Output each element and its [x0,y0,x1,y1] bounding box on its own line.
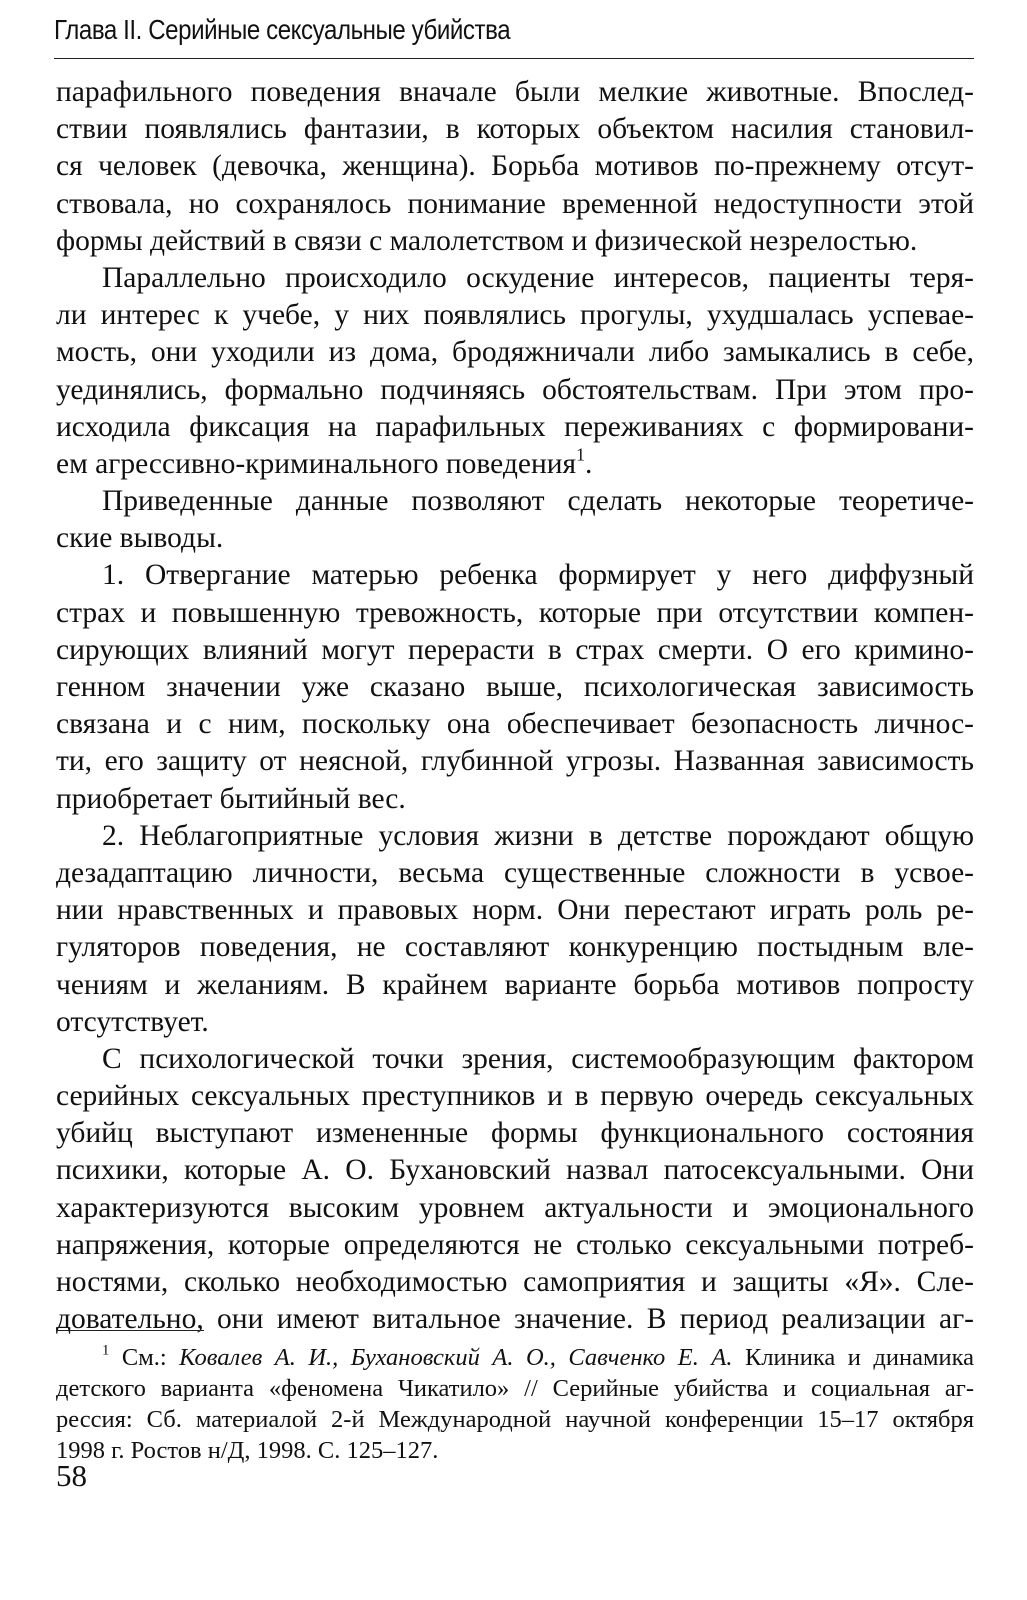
header-rule [54,58,974,59]
body-line-text: ем агрессивно-криминального поведения [56,447,577,480]
footnote-line: детского варианта «феномена Чикатило» // Серийные убийства и социальная аг- [56,1375,974,1402]
body-line-with-footnote-ref [56,446,974,483]
body-line: чениям и желаниям. В крайнем варианте борьба мотивов попросту [56,968,974,1001]
body-line: связана и с ним, поскольку она обеспечивает безопасность личнос- [56,708,974,741]
footnote-reference: 1 [576,444,585,465]
footnote [56,1342,974,1466]
page-number: 58 [56,1458,87,1493]
body-line: парафильного поведения вначале были мелкие животные. Впослед- [56,76,974,108]
body-line: уединялись, формально подчиняясь обстоятельствам. При этом про- [56,373,974,406]
body-line: ствовала, но сохранялось понимание временной недоступности этой [56,187,974,220]
body-line: довательно, они имеют витальное значение. В период реализации аг- [56,1303,974,1336]
body-line: гуляторов поведения, не составляют конкуренцию постыдным вле- [56,931,974,964]
body-line: генном значении уже сказано выше, психологическая зависимость [56,671,974,703]
body-line: напряжения, которые определяются не столько сексуальными потреб- [56,1228,974,1261]
footnote-line: 1998 г. Ростов н/Д, 1998. С. 125–127. [56,1437,439,1464]
body-line: Приведенные данные позволяют сделать некоторые теоретиче- [102,485,974,518]
body-line: 2. Неблагоприятные условия жизни в детстве порождают общую [102,819,974,852]
footnote-rule [56,1330,204,1331]
footnote-reference-suffix: . [584,447,593,480]
body-line: формы действий в связи с малолетством и физической незрелостью. [56,224,918,257]
body-line: страх и повышенную тревожность, которые при отсутствии компен- [56,596,974,629]
body-line: ствии появлялись фантазии, в которых объектом насилия становил- [56,113,974,146]
body-line: отсутствует. [56,1005,209,1038]
body-line: ся человек (девочка, женщина). Борьба мотивов по-прежнему отсут- [56,150,974,183]
body-line: 1. Отвергание матерью ребенка формирует у него диффузный [102,559,974,592]
body-line: ти, его защиту от неясной, глубинной угрозы. Названная зависимость [56,745,974,778]
footnote-marker: 1 [102,1342,110,1359]
body-line: серийных сексуальных преступников и в первую очередь сексуальных [56,1080,974,1113]
footnote-authors: Ковалев А. И., Бухановский А. О., Савченко Е. А. [179,1344,733,1371]
body-line: дезадаптацию личности, весьма существенные сложности в усвое- [56,856,974,889]
footnote-prefix: См.: [121,1344,180,1371]
body-line: сирующих влияний могут перерасти в страх смерти. О его кримино- [56,633,974,666]
body-line: психики, которые А. О. Бухановский назвал патосексуальными. Они [56,1154,974,1187]
body-line: мость, они уходили из дома, бродяжничали либо замыкались в себе, [56,336,974,369]
body-line: характеризуются высоким уровнем актуальности и эмоционального [56,1191,974,1224]
body-line: исходила фиксация на парафильных переживаниях с формировани- [56,410,974,443]
footnote-line [56,1342,974,1373]
body-line: ские выводы. [56,522,224,555]
body-line: нии нравственных и правовых норм. Они перестают играть роль ре- [56,894,974,927]
footnote-title-start: Клиника и динамика [732,1344,974,1371]
footnote-line: рессия: Сб. материалой 2-й Международной научной конференции 15–17 октября [56,1406,974,1433]
body-line: приобретает бытийный вес. [56,782,406,815]
body-line: ли интерес к учебе, у них появлялись прогулы, ухудшалась успевае- [56,299,974,332]
running-head: Глава II. Серийные сексуальные убийства [54,14,511,45]
body-line: Параллельно происходило оскудение интересов, пациенты теря- [102,261,974,294]
body-text [56,74,974,1338]
body-line: ностями, сколько необходимостью самоприятия и защиты «Я». Сле- [56,1266,974,1298]
body-line: С психологической точки зрения, системообразующим фактором [102,1042,974,1075]
body-line: убийц выступают измененные формы функционального состояния [56,1117,974,1150]
